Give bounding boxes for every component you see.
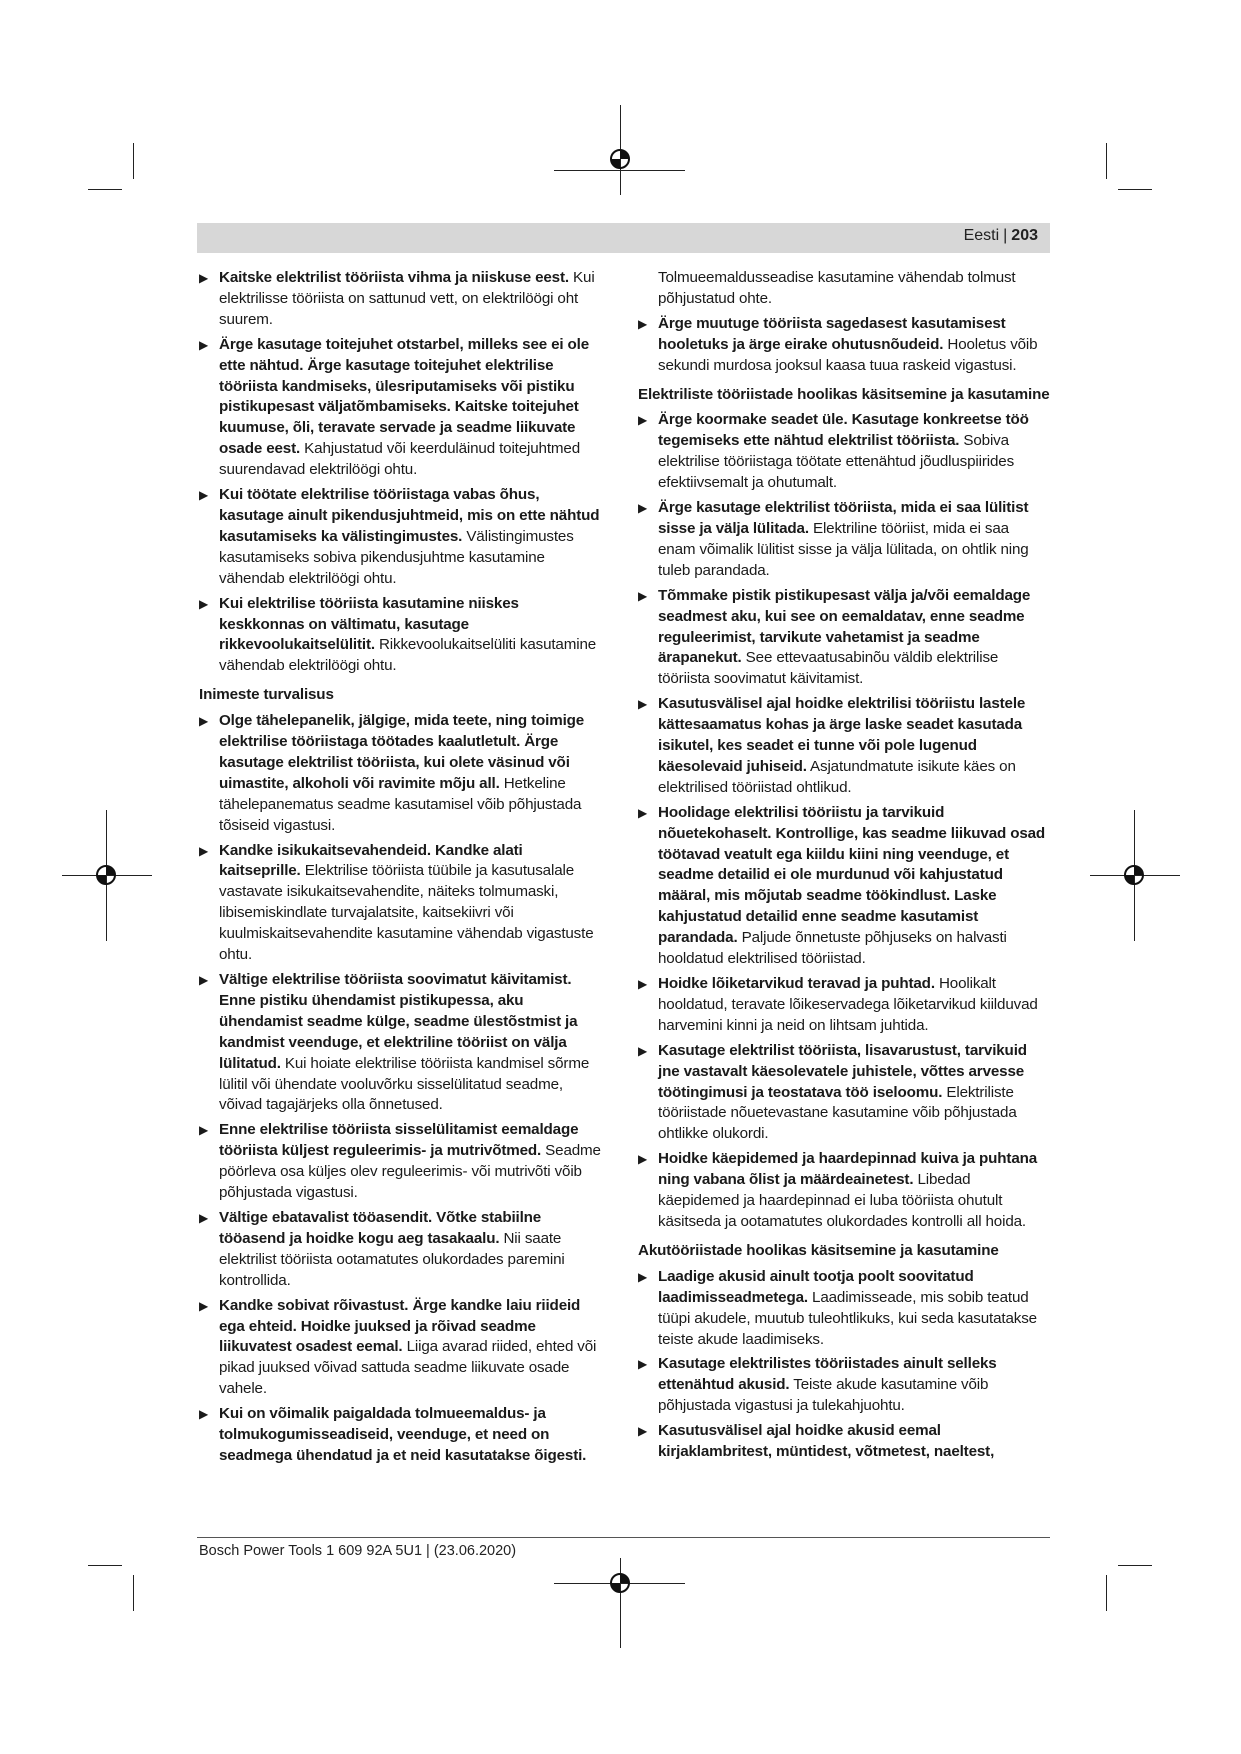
crop-mark — [88, 189, 122, 190]
bullet-arrow-icon: ▶ — [199, 488, 209, 503]
item-bold-text: Vältige ebatavalist tööasendit. Võtke stabiilne tööasend ja hoidke kogu aeg tasakaalu. — [219, 1208, 542, 1247]
bullet-arrow-icon: ▶ — [199, 271, 209, 285]
bullet-arrow-icon: ▶ — [638, 588, 648, 603]
safety-item — [199, 711, 604, 836]
bullet-arrow-icon: ▶ — [638, 805, 648, 820]
item-text: Asjatundmatute isikute käes on elektrilised tööriistad ohtlikud. — [658, 757, 1016, 796]
page-number: 203 — [1011, 227, 1038, 244]
item-text: Elektriline tööriist, mida ei saa enam võimalik lülitist sisse ja välja lülitada, on ohtlik ning tuleb parandada. — [658, 519, 1029, 579]
bullet-arrow-icon: ▶ — [199, 1210, 209, 1225]
section-heading: Akutööriistade hoolikas käsitsemine ja kasutamine — [638, 1241, 999, 1259]
item-bold-text: Kandke sobivat rõivastust. Ärge kandke laiu riideid ega ehteid. Hoidke juuksed ja rõivad seadme liikuvatest osadest eemal. — [219, 1296, 581, 1356]
item-text: Liiga avarad riided, ehted või pikad juuksed võivad sattuda seadme liikuvate osade vahele. — [219, 1338, 597, 1398]
safety-item — [638, 498, 1050, 582]
item-text: Elektrilise tööriista tüübile ja kasutusalale vastavate isikukaitsevahendite, näiteks tolmumaski, libisemiskindlate turvajalatsite, kaitsekiivri või kuulmiskaitsevahendite kasutamine vähendab vigastuste ohtu. — [219, 862, 594, 964]
item-text: Kahjustatud või keerduläinud toitejuhtmed suurendavad elektrilöögi ohtu. — [219, 440, 581, 479]
item-bold-text: Vältige elektrilise tööriista soovimatut käivitamist. Enne pistiku ühendamist pistikupessa, aku ühendamist seadme külge, seadme ülestõstmist ja kandmist veenduge, et elektriline tööriist on välja lülitatud. — [219, 971, 578, 1072]
bullet-arrow-icon: ▶ — [638, 1424, 648, 1439]
continued-paragraph — [638, 268, 1050, 310]
item-text: Laadimisseade, mis sobib teatud tüüpi akudele, muutub tuleohtlikuks, kui seda kasutatakse teiste akude laadimiseks. — [658, 1288, 1037, 1348]
crop-mark — [88, 1565, 122, 1566]
bullet-arrow-icon: ▶ — [199, 843, 209, 858]
item-bold-text: Olge tähelepanelik, jälgige, mida teete, ning toimige elektrilise tööriistaga töötades kaalutletult. Ärge kasutage elektrilist tööriista, kui olete väsinud või uimastite, alkoholi või ravimite mõju all. — [219, 712, 585, 792]
safety-item — [199, 1208, 604, 1292]
page-header — [197, 223, 1050, 253]
item-bold-text: Hoidke käepidemed ja haardepinnad kuiva ja puhtana ning vabana õlist ja määrdeainetest. — [658, 1150, 1038, 1189]
safety-item — [199, 1296, 604, 1401]
item-text: Seadme pöörleva osa küljes olev reguleerimis- või mutrivõti võib põhjustada vigastusi. — [219, 1142, 601, 1202]
bullet-arrow-icon: ▶ — [199, 973, 209, 987]
item-text: Hoolikalt hooldatud, teravate lõikeservadega lõiketarvikud kiilduvad harvemini kinni ja neid on lihtsam juhtida. — [658, 975, 1038, 1034]
registration-mark-icon — [1121, 862, 1147, 888]
safety-item — [638, 314, 1050, 377]
safety-item — [638, 410, 1050, 494]
bullet-arrow-icon: ▶ — [638, 413, 648, 428]
safety-item — [199, 268, 604, 331]
registration-mark-icon — [607, 146, 633, 172]
bullet-arrow-icon: ▶ — [638, 697, 648, 712]
item-text: Nii saate elektrilist tööriista ootamatutes olukordades paremini kontrollida. — [219, 1229, 565, 1289]
section-heading: Elektriliste tööriistade hoolikas käsitsemine ja kasutamine — [638, 385, 1050, 403]
item-text: Sobiva elektrilise tööriistaga töötate ettenähtud jõudluspiirides efektiivsemalt ja ohutumalt. — [658, 432, 1015, 492]
safety-item — [199, 485, 604, 590]
item-bold-text: Kui elektrilise tööriista kasutamine niiskes keskkonnas on vältimatu, kasutage rikkevoolukaitselülitit. — [219, 594, 519, 654]
bullet-arrow-icon: ▶ — [199, 337, 209, 352]
item-text: Hetkeline tähelepanematus seadme kasutamisel võib põhjustada tõsiseid vigastusi. — [219, 774, 582, 834]
bullet-arrow-icon: ▶ — [638, 501, 648, 516]
item-bold-text: Kui on võimalik paigaldada tolmueemaldus- ja tolmukogumisseadiseid, veenduge, et need on seadmega ühendatud ja et neid kasutatakse õigesti. — [219, 1405, 587, 1464]
safety-item — [199, 335, 604, 481]
item-bold-text: Hoolidage elektrilisi tööriistu ja tarvikuid nõuetekohaselt. Kontrollige, kas seadme liikuvad osad töötavad veatult ega kiildu kiini ning veenduge, et seadme detailid ei ole murdunud või kahjustatud määral, mis mõjutab seadme töökindlust. Laske kahjustatud detailid enne seadme kasutamist parandada. — [658, 803, 1046, 947]
item-bold-text: Ärge muutuge tööriista sagedasest kasutamisest hooletuks ja ärge eirake ohutusnõudeid. — [658, 314, 1006, 353]
item-bold-text: Enne elektrilise tööriista sisselülitamist eemaldage tööriista küljest reguleerimis- ja mutrivõtmed. — [219, 1121, 579, 1160]
safety-item — [638, 694, 1050, 799]
item-bold-text: Kui töötate elektrilise tööriistaga vabas õhus, kasutage ainult pikendusjuhtmeid, mis on ette nähtud kasutamiseks ka välistingimustes. — [219, 486, 600, 545]
item-bold-text: Kasutusvälisel ajal hoidke akusid eemal kirjaklambritest, müntidest, võtmetest, naeltest, — [658, 1422, 995, 1461]
item-bold-text: Ärge kasutage toitejuhet otstarbel, milleks see ei ole ette nähtud. Ärge kasutage toitejuhet elektrilise tööriista kandmiseks, ülesriputamiseks või pistiku pistikupesast väljatõmbamiseks. Kaitske toitejuhet kuumuse, õli, teravate servade ja seadme liikuvate osade eest. — [219, 335, 590, 458]
item-bold-text: Ärge koormake seadet üle. Kasutage konkreetse töö tegemiseks ette nähtud elektrilist tööriista. — [658, 411, 1029, 450]
item-text: Kui elektrilisse tööriista on sattunud vett, on elektrilöögi oht suurem. — [219, 269, 595, 328]
safety-item — [199, 594, 604, 678]
bullet-arrow-icon: ▶ — [638, 1269, 648, 1284]
bullet-arrow-icon: ▶ — [638, 1043, 648, 1058]
safety-item — [638, 1421, 1050, 1463]
bullet-arrow-icon: ▶ — [199, 714, 209, 729]
footer-rule — [197, 1537, 1050, 1538]
bullet-arrow-icon: ▶ — [638, 316, 648, 331]
item-text: Libedad käepidemed ja haardepinnad ei luba tööriista ohutult käsitseda ja ootamatutes olukordades kontrolli all hoida. — [658, 1171, 1026, 1230]
page-footer: Bosch Power Tools 1 609 92A 5U1 | (23.06.2020) — [199, 1543, 517, 1559]
item-text: Paljude õnnetuste põhjuseks on halvasti hooldatud elektrilised tööriistad. — [658, 929, 1007, 968]
registration-mark-icon — [607, 1570, 633, 1596]
header-language: Eesti — [963, 227, 1000, 244]
header-separator: | — [1003, 227, 1008, 244]
safety-item — [199, 841, 604, 966]
bullet-arrow-icon: ▶ — [199, 1298, 209, 1313]
item-text: Välistingimustes kasutamiseks sobiva pikendusjuhtme kasutamine vähendab elektrilöögi ohtu. — [219, 527, 574, 587]
section-heading: Inimeste turvalisus — [199, 686, 334, 704]
safety-item — [638, 974, 1050, 1037]
item-bold-text: Kandke isikukaitsevahendeid. Kandke alati kaitseprille. — [219, 841, 523, 880]
safety-item — [638, 1041, 1050, 1146]
item-bold-text: Tõmmake pistik pistikupesast välja ja/või eemaldage seadmest aku, kui see on eemaldatav, enne seadme reguleerimist, tarvikute vahetamist ja seadme ärapanekut. — [658, 586, 1031, 667]
crop-mark — [1118, 189, 1152, 190]
right-column — [638, 268, 1050, 1467]
bullet-arrow-icon: ▶ — [199, 596, 209, 611]
crop-mark — [1118, 1565, 1152, 1566]
safety-item — [638, 1149, 1050, 1233]
item-text: Rikkevoolukaitselüliti kasutamine vähendab elektrilöögi ohtu. — [219, 636, 597, 675]
safety-item — [638, 1267, 1050, 1351]
crop-mark — [1106, 143, 1107, 179]
crop-mark — [133, 1575, 134, 1611]
item-text: Kui hoiate elektrilise tööriista kandmisel sõrme lülitil või ühendate vooluvõrku sisselülitatud seadme, võivad tagajärjeks olla õnnetused. — [219, 1054, 590, 1114]
item-text: Elektriliste tööriistade nõuetevastane kasutamine võib põhjustada ohtlikke olukordi. — [658, 1083, 1017, 1143]
bullet-arrow-icon: ▶ — [199, 1123, 209, 1138]
item-bold-text: Kasutage elektrilistes tööriistades ainult selleks ettenähtud akusid. — [658, 1355, 997, 1394]
header-text — [964, 227, 1038, 245]
left-column — [199, 268, 604, 1471]
item-bold-text: Ärge kasutage elektrilist tööriista, mida ei saa lülitist sisse ja välja lülitada. — [658, 499, 1029, 537]
item-bold-text: Kasutage elektrilist tööriista, lisavarustust, tarvikuid jne vastavalt käesolevatele juhistele, võttes arvesse töötingimusi ja teostatava töö iseloomu. — [658, 1041, 1027, 1101]
item-bold-text: Kaitske elektrilist tööriista vihma ja niiskuse eest. — [219, 269, 569, 286]
bullet-arrow-icon: ▶ — [638, 1152, 648, 1167]
safety-item — [638, 1354, 1050, 1417]
item-text: Hooletus võib sekundi murdosa jooksul kaasa tuua raskeid vigastusi. — [658, 335, 1038, 374]
item-bold-text: Hoidke lõiketarvikud teravad ja puhtad. — [658, 975, 935, 992]
item-text: See ettevaatusabinõu väldib elektrilise tööriista soovimatut käivitamist. — [658, 649, 999, 688]
paragraph-text: Tolmueemaldusseadise kasutamine vähendab tolmust põhjustatud ohte. — [658, 269, 1016, 307]
registration-mark-icon — [93, 862, 119, 888]
crop-mark — [133, 143, 134, 179]
safety-item — [638, 803, 1050, 970]
item-bold-text: Kasutusvälisel ajal hoidke elektrilisi tööriistu lastele kättesaamatus kohas ja ärge laske seadet kasutada isikutel, kes seadet ei tunne või pole lugenud käesolevaid juhiseid. — [658, 695, 1026, 775]
bullet-arrow-icon: ▶ — [638, 1357, 648, 1372]
crop-mark — [1106, 1575, 1107, 1611]
item-bold-text: Laadige akusid ainult tootja poolt soovitatud laadimisseadmetega. — [658, 1267, 974, 1306]
item-text: Teiste akude kasutamine võib põhjustada vigastusi ja tulekahjuohtu. — [658, 1376, 989, 1415]
bullet-arrow-icon: ▶ — [199, 1407, 209, 1422]
safety-item — [199, 970, 604, 1116]
safety-item — [199, 1120, 604, 1204]
safety-item — [199, 1404, 604, 1467]
safety-item — [638, 586, 1050, 691]
bullet-arrow-icon: ▶ — [638, 977, 648, 991]
